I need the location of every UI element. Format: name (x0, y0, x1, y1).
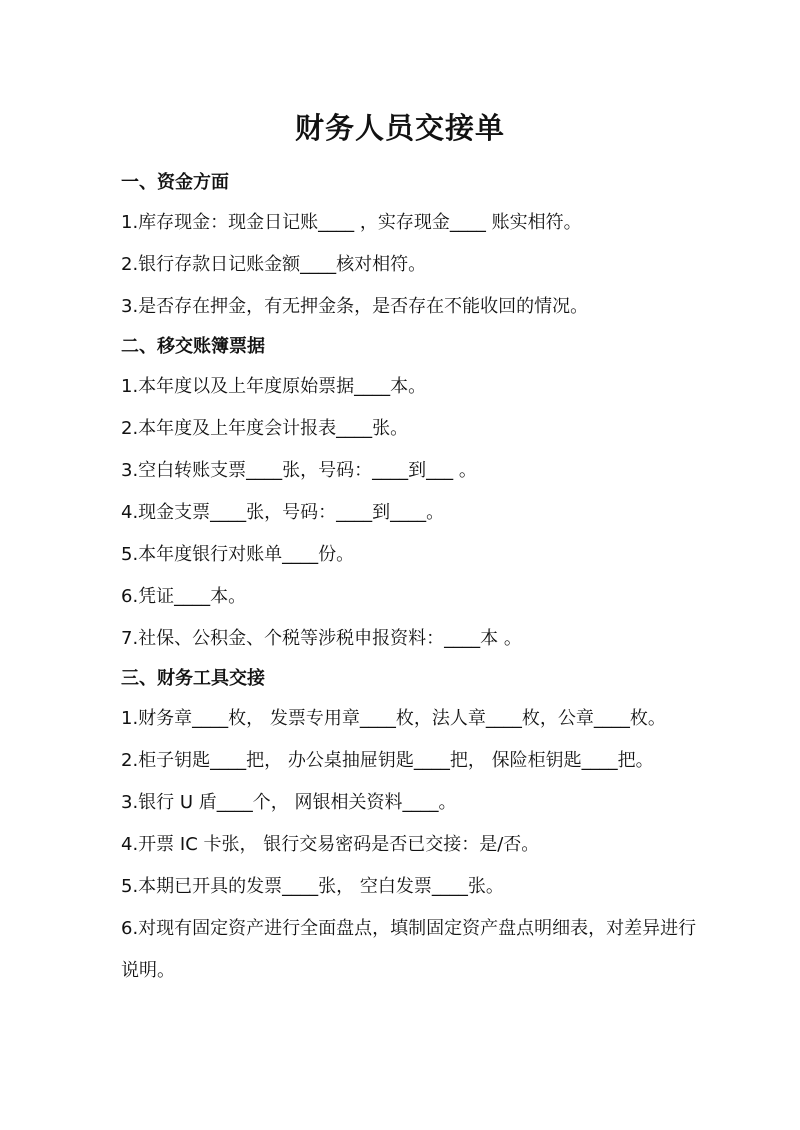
section-heading: 一、资金方面 (121, 172, 229, 193)
list-item: 1.财务章____枚， 发票专用章____枚，法人章____枚，公章____枚。 (121, 708, 666, 729)
section-heading: 三、财务工具交接 (121, 668, 265, 689)
list-item: 1.本年度以及上年度原始票据____本。 (121, 376, 427, 397)
list-item: 3.银行 U 盾____个， 网银相关资料____。 (121, 792, 457, 813)
list-item: 2.银行存款日记账金额____核对相符。 (121, 254, 427, 275)
section-heading: 二、移交账簿票据 (121, 336, 265, 357)
list-item: 6.凭证____本。 (121, 586, 247, 607)
list-item: 4.现金支票____张，号码：____到____。 (121, 502, 445, 523)
list-item: 3.是否存在押金，有无押金条，是否存在不能收回的情况。 (121, 296, 589, 317)
list-item: 3.空白转账支票____张，号码：____到___ 。 (121, 460, 477, 481)
list-item: 1.库存现金：现金日记账____ ，实存现金____ 账实相符。 (121, 212, 582, 233)
section-funds (121, 164, 701, 328)
list-item: 4.开票 IC 卡张， 银行交易密码是否已交接：是/否。 (121, 834, 540, 855)
list-item: 5.本期已开具的发票____张， 空白发票____张。 (121, 876, 504, 897)
section-ledgers-receipts (121, 328, 701, 660)
list-item: 5.本年度银行对账单____份。 (121, 544, 355, 565)
document-body (121, 164, 701, 992)
document-title: 财务人员交接单 (294, 111, 505, 145)
list-item: 2.柜子钥匙____把， 办公桌抽屉钥匙____把， 保险柜钥匙____把。 (121, 750, 654, 771)
section-financial-tools (121, 660, 701, 992)
list-item: 2.本年度及上年度会计报表____张。 (121, 418, 409, 439)
list-item: 6.对现有固定资产进行全面盘点，填制固定资产盘点明细表，对差异进行说明。 (121, 918, 697, 981)
list-item: 7.社保、公积金、个税等涉税申报资料：____本 。 (121, 628, 522, 649)
